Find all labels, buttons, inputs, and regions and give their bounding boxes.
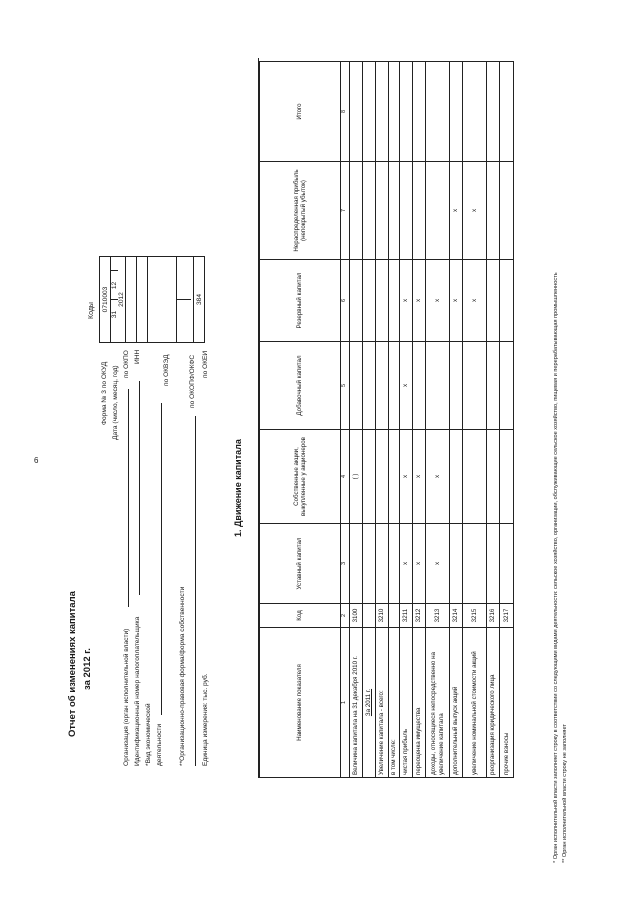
row-code: 3217	[500, 604, 514, 628]
date-label: Дата (число, месяц, год)	[112, 365, 119, 440]
date-month: 12	[111, 271, 118, 300]
row-cell	[413, 342, 426, 430]
row-cell	[363, 162, 376, 260]
table-row	[463, 62, 487, 778]
row-code: 3213	[426, 604, 450, 628]
activity-line	[161, 403, 162, 715]
row-cell: x	[413, 260, 426, 342]
row-cell	[400, 162, 413, 260]
date-value	[111, 257, 126, 343]
page-number: 6	[34, 456, 39, 465]
okved-value	[148, 257, 177, 343]
row-cell	[389, 62, 400, 162]
row-cell	[500, 430, 514, 524]
activity-label-1: *Вид экономической	[145, 703, 152, 766]
report-title: Отчет об изменениях капитала	[67, 591, 78, 737]
row-code: 3215	[463, 604, 487, 628]
col-header-name: Наименование показателя	[260, 628, 341, 778]
row-cell: x	[426, 430, 450, 524]
row-cell	[500, 162, 514, 260]
row-cell	[389, 430, 400, 524]
row-cell	[500, 62, 514, 162]
row-cell	[450, 430, 463, 524]
row-cell: x	[450, 260, 463, 342]
row-cell	[363, 430, 376, 524]
row-cell	[426, 62, 450, 162]
row-cell	[463, 430, 487, 524]
table-row	[350, 62, 363, 778]
row-cell: ( )	[350, 430, 363, 524]
row-cell: x	[413, 430, 426, 524]
table-row	[487, 62, 500, 778]
row-cell	[389, 342, 400, 430]
row-cell	[363, 524, 376, 604]
row-cell	[487, 260, 500, 342]
okei-value: 384	[194, 257, 205, 343]
row-name: реорганизация юридического лица	[487, 628, 500, 778]
okpo-value	[126, 257, 137, 343]
row-cell	[350, 260, 363, 342]
row-cell	[376, 430, 389, 524]
table-row	[426, 62, 450, 778]
row-cell	[450, 524, 463, 604]
row-cell	[389, 260, 400, 342]
row-cell	[463, 62, 487, 162]
report-period: за 2012 г.	[82, 648, 93, 690]
row-code: 3210	[376, 604, 389, 628]
okopf-value	[177, 257, 194, 343]
row-cell: x	[400, 430, 413, 524]
col-number: 1	[341, 628, 350, 778]
organization-label: Организация (орган исполнительной власти)	[123, 628, 130, 766]
row-cell	[487, 430, 500, 524]
row-cell	[400, 62, 413, 162]
row-cell	[413, 62, 426, 162]
row-cell: x	[450, 162, 463, 260]
organization-line	[128, 389, 129, 607]
row-name: переоценка имущества	[413, 628, 426, 778]
row-cell: x	[413, 524, 426, 604]
footnote-1: * Орган исполнительной власти заполняет строку в соответствии со следующими видами деятельности: сельское хозяйство, организации, обслуживающие сельское хозяйство, пищевая и перерабатывающая промышленность	[553, 272, 559, 863]
row-cell	[350, 524, 363, 604]
row-code: 3212	[413, 604, 426, 628]
row-name: в том числе:	[389, 628, 400, 778]
row-code	[363, 604, 376, 628]
inn-value	[137, 257, 148, 343]
row-cell: x	[426, 524, 450, 604]
row-code: 3211	[400, 604, 413, 628]
row-cell	[487, 342, 500, 430]
inn-label: ИНН	[134, 349, 141, 364]
row-code: 3100	[350, 604, 363, 628]
row-cell	[376, 524, 389, 604]
col-number: 8	[341, 62, 350, 162]
row-cell: x	[463, 260, 487, 342]
col-number: 5	[341, 342, 350, 430]
row-cell	[350, 162, 363, 260]
row-code: 3216	[487, 604, 500, 628]
row-cell	[363, 62, 376, 162]
ownership-label: **Организационно-правовая форма/форма собственности	[179, 586, 186, 766]
activity-label-2: деятельности	[156, 723, 163, 766]
row-cell: x	[463, 162, 487, 260]
okud-value: 0710003	[100, 257, 111, 343]
date-year: 2012	[118, 292, 125, 307]
table-row	[389, 62, 400, 778]
taxpayer-id-label: Идентификационный номер налогоплательщика	[134, 616, 141, 766]
row-name: доходы, относящиеся непосредственно на увеличение капитала	[426, 628, 450, 778]
row-code: 3214	[450, 604, 463, 628]
row-name: увеличение номинальной стоимости акций	[463, 628, 487, 778]
footnote-2: ** Орган исполнительной власти строку не заполняет	[562, 724, 568, 863]
table-row	[450, 62, 463, 778]
table-row	[376, 62, 389, 778]
row-cell	[500, 524, 514, 604]
row-cell	[389, 162, 400, 260]
row-cell	[426, 342, 450, 430]
row-cell	[413, 162, 426, 260]
col-header-retained: Нераспределенная прибыль (непокрытый убыток)	[260, 162, 341, 260]
row-cell	[376, 342, 389, 430]
row-name: чистая прибыль	[400, 628, 413, 778]
row-cell	[463, 342, 487, 430]
row-cell	[500, 342, 514, 430]
row-name: Величина капитала на 31 декабря 2010 г.	[350, 628, 363, 778]
col-header-authorized: Уставный капитал	[260, 524, 341, 604]
okei-label: по ОКЕИ	[202, 350, 209, 378]
row-cell	[389, 524, 400, 604]
col-number: 2	[341, 604, 350, 628]
col-header-reserve: Резервный капитал	[260, 260, 341, 342]
row-name: прочие взносы	[500, 628, 514, 778]
row-cell	[487, 162, 500, 260]
date-day: 31	[111, 300, 118, 329]
ownership-line	[195, 416, 196, 766]
codes-box	[99, 256, 205, 343]
table-body	[350, 62, 514, 778]
col-header-additional: Добавочный капитал	[260, 342, 341, 430]
table-row	[413, 62, 426, 778]
okved-label: по ОКВЭД	[163, 354, 170, 386]
row-cell	[376, 260, 389, 342]
okpo-label: по ОКПО	[123, 350, 130, 378]
row-cell	[363, 342, 376, 430]
col-number: 7	[341, 162, 350, 260]
capital-movement-table	[259, 61, 514, 778]
row-cell	[463, 524, 487, 604]
row-cell	[376, 162, 389, 260]
row-cell	[450, 62, 463, 162]
col-header-code: Код	[260, 604, 341, 628]
row-cell	[376, 62, 389, 162]
col-header-total: Итого	[260, 62, 341, 162]
okopf-label: по ОКОПФ/ОКФС	[189, 354, 196, 408]
row-cell: x	[426, 260, 450, 342]
row-cell	[350, 342, 363, 430]
unit-label: Единица измерения: тыс. руб.	[202, 673, 209, 766]
row-cell	[487, 524, 500, 604]
table-row	[363, 62, 376, 778]
row-cell: x	[400, 342, 413, 430]
row-name: дополнительный выпуск акций	[450, 628, 463, 778]
taxpayer-id-line	[139, 381, 140, 595]
row-name: За 2011 г.	[363, 628, 376, 778]
row-cell	[426, 162, 450, 260]
col-number: 3	[341, 524, 350, 604]
col-header-own-shares: Собственные акции, выкупленные у акционеров	[260, 430, 341, 524]
section-title: 1. Движение капитала	[233, 439, 243, 537]
row-cell: x	[400, 524, 413, 604]
table-row	[500, 62, 514, 778]
row-cell	[450, 342, 463, 430]
col-number: 4	[341, 430, 350, 524]
row-name: Увеличение капитала - всего:	[376, 628, 389, 778]
okud-label: Форма № 3 по ОКУД	[101, 361, 108, 425]
row-cell	[487, 62, 500, 162]
codes-header: Коды	[88, 302, 95, 319]
table-row	[400, 62, 413, 778]
row-code	[389, 604, 400, 628]
row-cell	[363, 260, 376, 342]
row-cell	[500, 260, 514, 342]
okopf-part	[177, 299, 191, 342]
row-cell: x	[400, 260, 413, 342]
col-number: 6	[341, 260, 350, 342]
row-cell	[350, 62, 363, 162]
